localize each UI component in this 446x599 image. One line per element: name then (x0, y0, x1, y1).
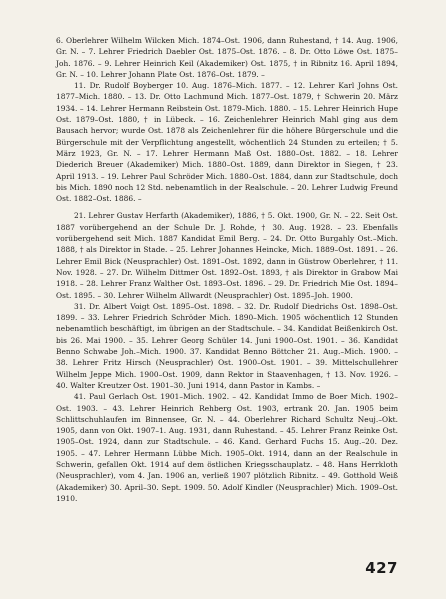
paragraph-entries-41-50: 41. Paul Gerlach Ost. 1901–Mich. 1902. – 42. Kandidat Immo de Boer Mich. 1902–Ost. 1903. – 43. Lehrer Heinrich Rehberg Ost. 1903, ertrank 20. Jan. 1905 beim Schlittschuhlaufen im Binnensee, Gr. N. – 44. Oberlehrer Richard Schultz Neuj.–Okt. 1905, dann von Okt. 1907–1. Aug. 1931, dann Ruhestand. – 45. Lehrer Franz Reinke Ost. 1905–Ost. 1924, dann zur Stadtschule. – 46. Kand. Gerhard Fuchs 15. Aug.–20. Dez. 1905. – 47. Lehrer Hermann Lübbe Mich. 1905–Okt. 1914, dann an der Realschule in Schwerin, gefallen Okt. 1914 auf dem östlichen Kriegsschauplatz. – 48. Hans Herrkloth (Neusprachler), vom 4. Jan. 1906 an, verließ 1907 plötzlich Ribnitz. – 49. Gotthold Weiß (Akademiker) 30. April–30. Sept. 1909. 50. Adolf Kindler (Neusprachler) Mich. 1909–Ost. 1910. (56, 392, 398, 503)
paragraph-entries-6-10: 6. Oberlehrer Wilhelm Wilcken Mich. 1874–Ost. 1906, dann Ruhestand, † 14. Aug. 1906, Gr. N. – 7. Lehrer Friedrich Daebler Ost. 1875–Ost. 1876. – 8. Dr. Otto Löwe Ost. 1875–Joh. 1876. – 9. Lehrer Heinrich Keil (Akademiker) Ost. 1875, † in Ribnitz 16. April 1894, Gr. N. – 10. Lehrer Johann Plate Ost. 1876–Ost. 1879. – (56, 36, 398, 79)
page-number: 427 (365, 559, 398, 577)
paragraph-entries-31-40: 31. Dr. Albert Voigt Ost. 1895–Ost. 1898. – 32. Dr. Rudolf Diedrichs Ost. 1898–Ost. 1899. – 33. Lehrer Friedrich Schröder Mich. 1890–Mich. 1905 wöchentlich 12 Stunden nebenamtlich beschäftigt, im übrigen an der Stadtschule. – 34. Kandidat Beißenkirch Ost. bis 26. Mai 1900. – 35. Lehrer Georg Schüler 14. Juni 1900–Ost. 1901. – 36. Kandidat Benno Schwabe Joh.–Mich. 1900. 37. Kandidat Benno Böttcher 21. Aug.–Mich. 1900. – 38. Lehrer Fritz Hirsch (Neusprachler) Ost. 1900–Ost. 1901. – 39. Mittelschullehrer Wilhelm Jeppe Mich. 1900–Ost. 1909, dann Rektor in Staavenhagen, † 13. Nov. 1926. – 40. Walter Kreutzer Ost. 1901–30. Juni 1914, dann Pastor in Kambs. – (56, 301, 398, 390)
paragraph-entries-21-30: 21. Lehrer Gustav Herfarth (Akademiker), 1886, † 5. Okt. 1900, Gr. N. – 22. Seit Ost. 1887 vorübergehend an der Schule Dr. J. Rohde, † 30. Aug. 1928. – 23. Ebenfalls vorübergehend seit Mich. 1887 Kandidat Emil Berg. – 24. Dr. Otto Burgahly Ost.–Mich. 1888, † als Direktor in Stade. – 25. Lehrer Johannes Heincke, Mich. 1889–Ost. 1891. – 26. Lehrer Emil Bick (Neusprachler) Ost. 1891–Ost. 1892, dann in Güstrow Oberlehrer, † 11. Nov. 1928. – 27. Dr. Wilhelm Dittmer Ost. 1892–Ost. 1893, † als Direktor in Grabow Mai 1918. – 28. Lehrer Franz Walther Ost. 1893–Ost. 1896. – 29. Dr. Friedrich Mie Ost. 1894–Ost. 1895. – 30. Lehrer Wilhelm Allwardt (Neusprachler) Ost. 1895–Joh. 1900. (56, 211, 398, 300)
paragraph-entries-11-20: 11. Dr. Rudolf Boyberger 10. Aug. 1876–Mich. 1877. – 12. Lehrer Karl Johns Ost. 1877–Mich. 1880. – 13. Dr. Otto Lachmund Mich. 1877–Ost. 1879, † Schwerin 20. März 1934. – 14. Lehrer Hermann Reibstein Ost. 1879–Mich. 1880. – 15. Lehrer Heinrich Hupe Ost. 1879–Ost. 1880, † in Lübeck. – 16. Zeichenlehrer Heinrich Mahl ging aus dem Bausach hervor; wurde Ost. 1878 als Zeichenlehrer für die höhere Bürgerschule und die Bürgerschule mit der Verpflichtung angestellt, wöchentlich 24 Stunden zu erteilen; † 5. März 1923, Gr. N. – 17. Lehrer Hermann Maß Ost. 1880–Ost. 1882. – 18. Lehrer Diederich Breuer (Akademiker) Mich. 1880–Ost. 1889, dann Direktor in Siegen, † 23. April 1913. – 19. Lehrer Paul Schröder Mich. 1880–Ost. 1884, dann zur Stadtschule, doch bis Mich. 1890 noch 12 Std. nebenamtlich in der Realschule. – 20. Lehrer Ludwig Freund Ost. 1882–Ost. 1886. – (56, 81, 398, 204)
